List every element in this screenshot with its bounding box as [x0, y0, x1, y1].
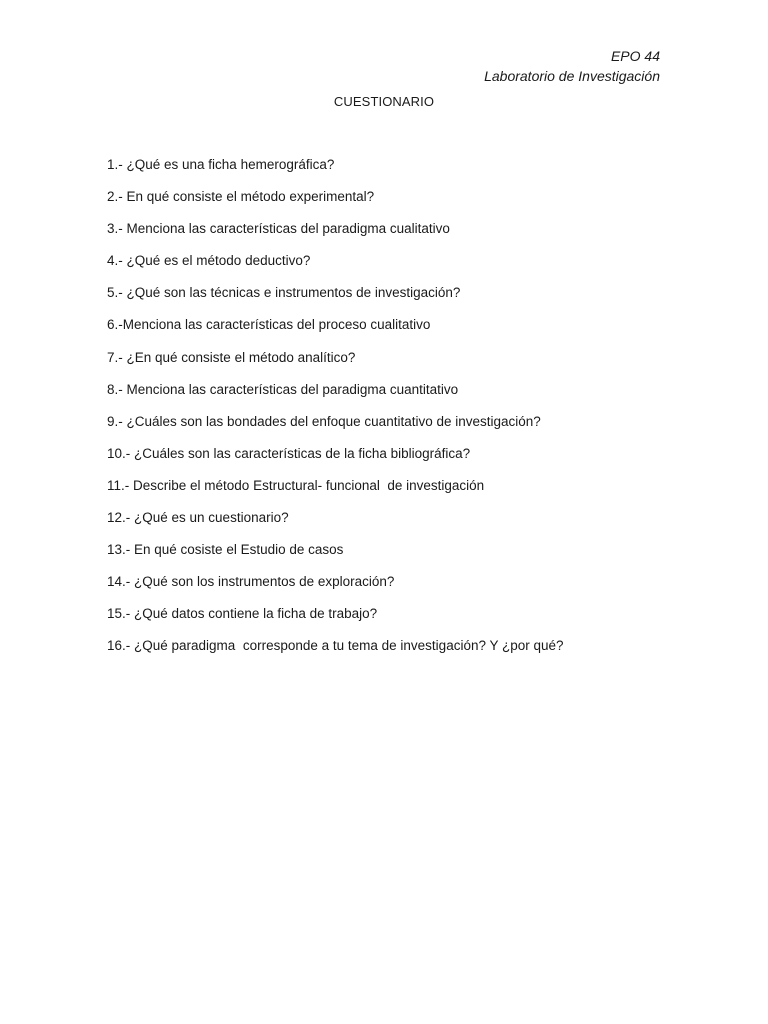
question-item: 13.- En qué cosiste el Estudio de casos	[107, 542, 344, 558]
question-item: 15.- ¿Qué datos contiene la ficha de trabajo?	[107, 606, 378, 622]
question-item: 6.-Menciona las características del proceso cualitativo	[107, 317, 431, 333]
page-title: CUESTIONARIO	[333, 94, 435, 109]
question-item: 10.- ¿Cuáles son las características de la ficha bibliográfica?	[107, 445, 471, 461]
question-item: 16.- ¿Qué paradigma corresponde a tu tema de investigación? Y ¿por qué?	[107, 638, 564, 654]
question-item: 12.- ¿Qué es un cuestionario?	[107, 510, 289, 526]
question-item: 8.- Menciona las características del paradigma cuantitativo	[107, 381, 459, 397]
question-item: 5.- ¿Qué son las técnicas e instrumentos de investigación?	[107, 285, 461, 301]
school-label: EPO 44	[610, 48, 660, 64]
document-header	[484, 46, 660, 86]
question-item: 1.- ¿Qué es una ficha hemerográfica?	[107, 157, 335, 172]
subject-label: Laboratorio de Investigación	[484, 68, 660, 84]
question-item: 2.- En qué consiste el método experimental?	[107, 189, 375, 205]
question-item: 4.- ¿Qué es el método deductivo?	[107, 253, 311, 269]
question-item: 14.- ¿Qué son los instrumentos de exploración?	[107, 574, 395, 590]
question-item: 3.- Menciona las características del paradigma cualitativo	[107, 221, 450, 237]
question-item: 7.- ¿En qué consiste el método analítico?	[107, 349, 356, 365]
question-item: 11.- Describe el método Estructural- funcional de investigación	[107, 477, 485, 493]
question-list	[107, 156, 564, 670]
question-item: 9.- ¿Cuáles son las bondades del enfoque cuantitativo de investigación?	[107, 413, 541, 429]
